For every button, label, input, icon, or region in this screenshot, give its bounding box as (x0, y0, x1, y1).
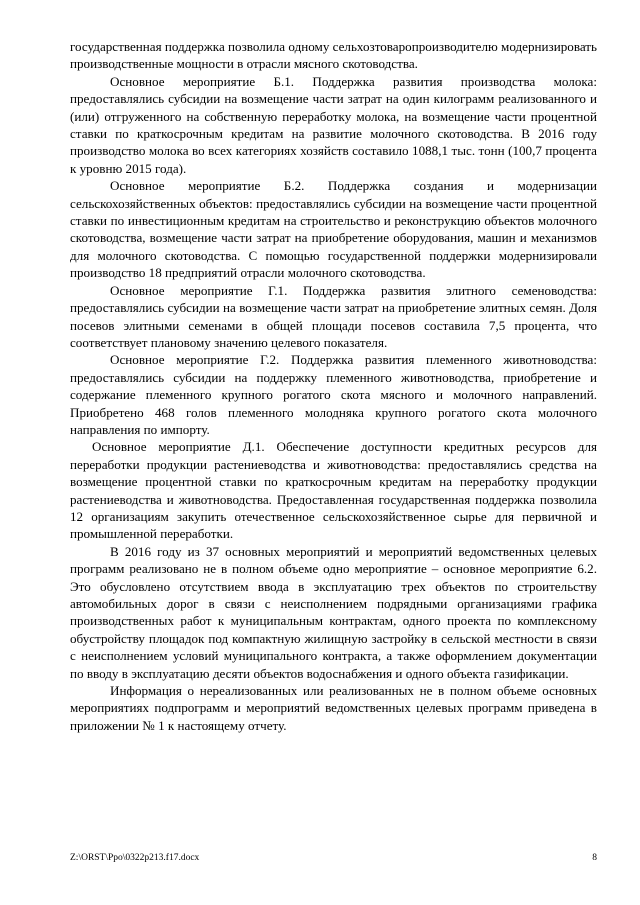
paragraph: Основное мероприятие Г.1. Поддержка развития элитного семеноводства: предоставлялись субсидии на возмещение части затрат на приобретение элитных семян. Доля посевов элитными семенами в общей площади посевов составила 7,5 процента, что соответствует плановому значению целевого показателя. (70, 282, 597, 350)
page-number: 8 (592, 853, 597, 863)
paragraph: Основное мероприятие Д.1. Обеспечение доступности кредитных ресурсов для переработки продукции растениеводства и животноводства: предоставлялись средства на возмещение процентной ставки по краткосрочным кредитам на переработку продукции растениеводства и животноводства. Предоставленная государственная поддержка позволила 12 организациям закупить отечественное сельскохозяйственное сырье для первичной и промышленной переработки. (70, 439, 597, 542)
paragraph: Информация о нереализованных или реализованных не в полном объеме основных мероприятиях подпрограмм и мероприятий ведомственных целевых программ приведена в приложении № 1 к настоящему отчету. (70, 683, 597, 733)
paragraph: Основное мероприятие Б.2. Поддержка создания и модернизации сельскохозяйственных объектов: предоставлялись субсидии на возмещение части процентной ставки по инвестиционным кредитам на строительство и реконструкцию объектов молочного скотоводства, возмещение части затрат на приобретение оборудования, машин и механизмов для молочного скотоводства. С помощью государственной поддержки модернизировали производство 18 предприятий отрасли молочного скотоводства. (70, 178, 597, 281)
paragraph: государственная поддержка позволила одному сельхозтоваропроизводителю модернизировать производственные мощности в отрасли мясного скотоводства. (70, 39, 597, 72)
page-footer (70, 852, 597, 866)
paragraph: Основное мероприятие Г.2. Поддержка развития племенного животноводства: предоставлялись субсидии на поддержку племенного животноводства, приобретение и содержание племенного крупного рогатого скота мясного и молочного направлений. Приобретено 468 голов племенного молодняка крупного рогатого скота молочного направления по импорту. (70, 352, 597, 437)
document-body (70, 38, 597, 734)
paragraph: В 2016 году из 37 основных мероприятий и мероприятий ведомственных целевых программ реализовано не в полном объеме одно мероприятие – основное мероприятие 6.2. Это обусловлено отсутствием ввода в эксплуатацию трех объектов по строительству автомобильных дорог в связи с неисполнением подрядными организациями графика производственных работ к муниципальным контрактам, одного проекта по комплексному обустройству площадок под компактную жилищную застройку в сельской местности в связи с неисполнением условий муниципального контракта, а также оформлением документации по вводу в эксплуатацию десяти объектов водоснабжения и одного объекта газификации. (70, 543, 597, 681)
paragraph: Основное мероприятие Б.1. Поддержка развития производства молока: предоставлялись субсидии на возмещение части затрат на один килограмм реализованного и (или) отгруженного на собственную переработку молока, на возмещение части процентной ставки по краткосрочным кредитам на развитие молочного скотоводства. В 2016 году производство молока во всех категориях хозяйств составило 1088,1 тыс. тонн (100,7 процента к уровню 2015 года). (70, 73, 597, 176)
file-path: Z:\ORST\Ppo\0322p213.f17.docx (70, 853, 200, 863)
